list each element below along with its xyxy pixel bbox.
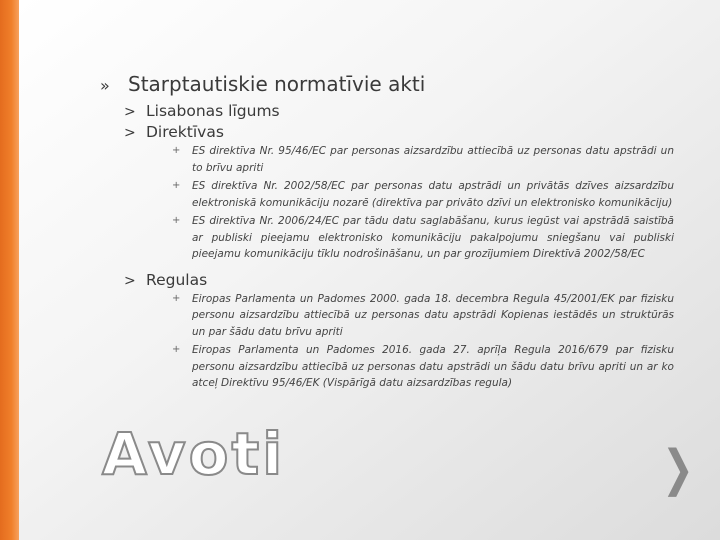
sub-item	[172, 213, 680, 263]
sub-item-text: Eiropas Parlamenta un Padomes 2000. gada 18. decembra Regula 45/2001/EK par fizisku personu aizsardzību attiecībā uz personas datu apstrādi Kopienas iestādēs un struktūrās un par šādu datu brīvu apriti	[192, 292, 674, 338]
bullet-plus: +	[172, 292, 181, 304]
sub-item	[172, 342, 680, 392]
list-item-label: Lisabonas līgums	[146, 102, 280, 120]
bullet-arrow: >	[124, 272, 136, 289]
chevron-right-icon[interactable]: ❯	[662, 439, 694, 497]
accent-bar	[0, 0, 19, 540]
bullet-arrow: >	[124, 104, 136, 120]
list-item-regulas	[124, 271, 680, 289]
list-item-direktivas	[124, 123, 680, 141]
bullet-plus: +	[172, 215, 181, 226]
sub-item-text: ES direktīva Nr. 95/46/EC par personas aizsardzību attiecībā uz personas datu apstrādi un to brīvu apriti	[192, 145, 674, 174]
slide-content	[100, 72, 680, 392]
sub-item	[172, 291, 680, 341]
list-item-lisabonas	[124, 102, 680, 120]
heading-bullet: »	[100, 76, 110, 95]
sub-item-text: ES direktīva Nr. 2006/24/EC par tādu datu saglabāšanu, kurus iegūst vai apstrādā saistībā ar publiski pieejamu elektronisko komunikāciju pakalpojumu sniegšanu vai publiski pieejamu komunikāciju tīklu nodrošināšanu, un par grozījumiem Direktīvā 2002/58/EC	[192, 215, 674, 260]
list-item-label: Direktīvas	[146, 123, 224, 141]
sub-item	[172, 178, 680, 211]
heading-text: Starptautiskie normatīvie akti	[128, 72, 426, 96]
sub-item-text: ES direktīva Nr. 2002/58/EC par personas datu apstrādi un privātās dzīves aizsardzību elektroniskā komunikāciju nozarē (direktīva par privāto dzīvi un elektronisko komunikāciju)	[192, 180, 674, 209]
heading	[100, 72, 680, 96]
sub-item	[172, 143, 680, 176]
bullet-arrow: >	[124, 125, 136, 141]
list-item-label: Regulas	[146, 270, 208, 289]
bullet-plus: +	[172, 145, 181, 156]
sub-item-text: Eiropas Parlamenta un Padomes 2016. gada 27. aprīļa Regula 2016/679 par fizisku personu aizsardzību attiecībā uz personas datu apstrādi un šādu datu brīvu apriti un ar ko atceļ Direktīvu 95/46/EK (Vispārīgā datu aizsardzības regula)	[192, 344, 674, 389]
bullet-plus: +	[172, 180, 181, 191]
avoti-link[interactable]: Avoti	[102, 420, 286, 488]
bullet-plus: +	[172, 344, 181, 355]
